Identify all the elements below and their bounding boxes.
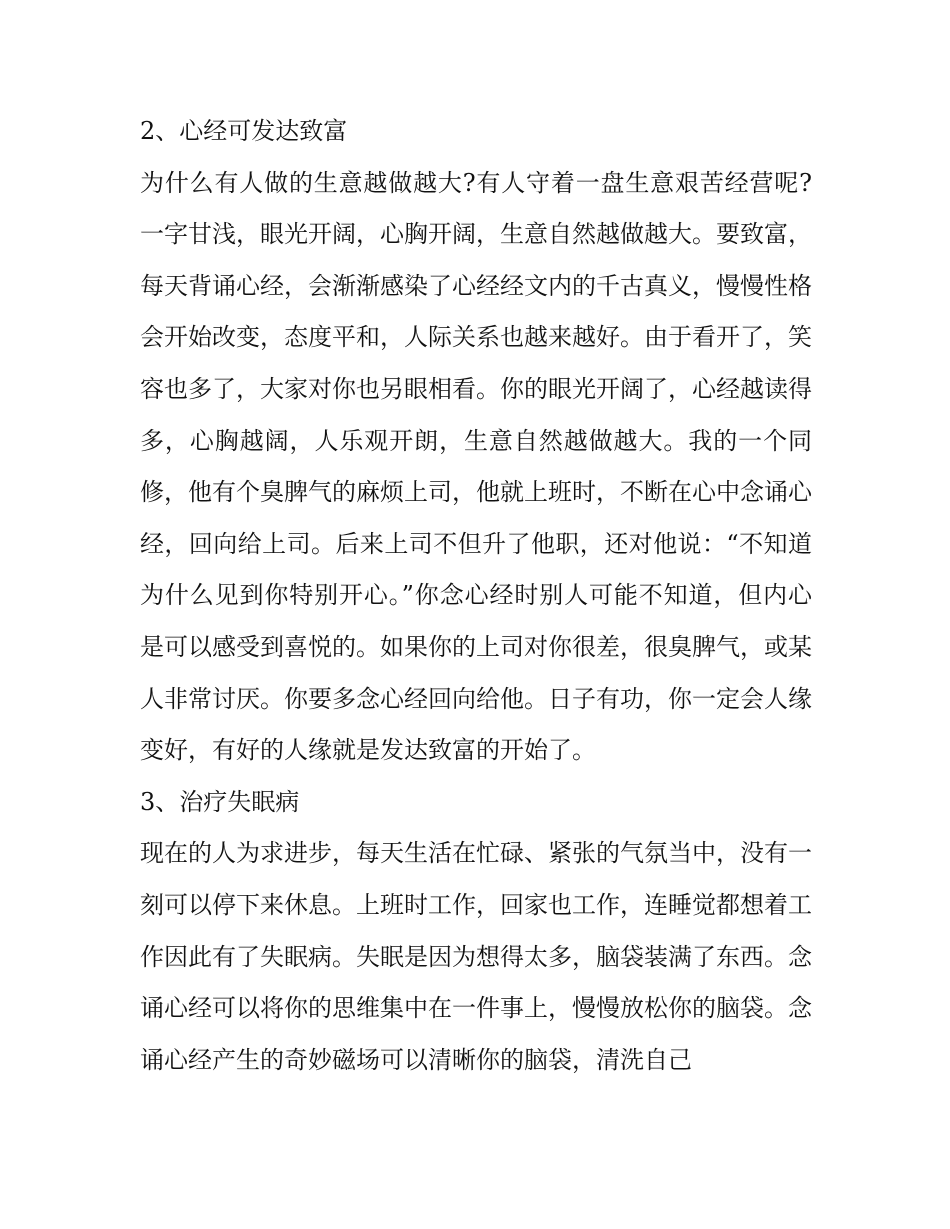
section-heading-3: 3、治疗失眠病 [140, 787, 300, 816]
section-paragraph-3: 现在的人为求进步，每天生活在忙碌、紧张的气氛当中，没有一刻可以停下来休息。上班时工作，回家也工作，连睡觉都想着工作因此有了失眠病。失眠是因为想得太多，脑袋装满了东西。念诵心经可以将你的思维集中在一件事上，慢慢放松你的脑袋。念诵心经产生的奇妙磁场可以清晰你的脑袋，清洗自己 [140, 839, 812, 1074]
document-body [140, 106, 812, 1086]
section-heading-2: 2、心经可发达致富 [140, 117, 348, 145]
section-paragraph-2: 为什么有人做的生意越做越大?有人守着一盘生意艰苦经营呢?一字甘浅，眼光开阔，心胸开阔，生意自然越做越大。要致富，每天背诵心经，会渐渐感染了心经经文内的千古真义，慢慢性格会开始改变，态度平和，人际关系也越来越好。由于看开了，笑容也多了，大家对你也另眼相看。你的眼光开阔了，心经越读得多，心胸越阔，人乐观开朗，生意自然越做越大。我的一个同修，他有个臭脾气的麻烦上司，他就上班时，不断在心中念诵心经，回向给上司。后来上司不但升了他职，还对他说：“不知道为什么见到你特别开心。”你念心经时别人可能不知道，但内心是可以感受到喜悦的。如果你的上司对你很差，很臭脾气，或某人非常讨厌。你要多念心经回向给他。日子有功，你一定会人缘变好，有好的人缘就是发达致富的开始了。 [140, 168, 812, 765]
